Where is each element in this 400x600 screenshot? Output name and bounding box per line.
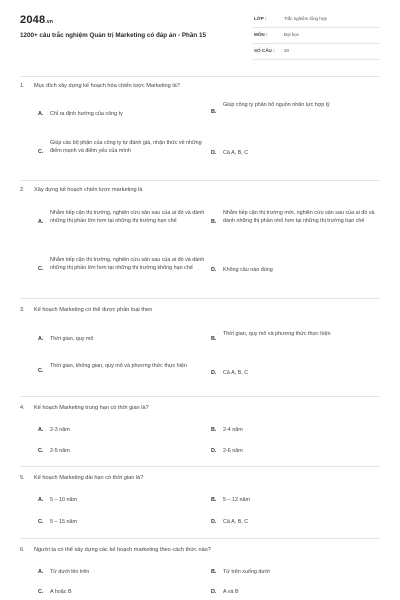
option-letter: B. xyxy=(211,219,217,225)
option-letter: B. xyxy=(211,497,217,503)
document-header xyxy=(0,0,400,68)
option-text: Thời gian, quy mô xyxy=(50,336,94,342)
question-text: Kế hoạch Marketing có thể được phân loại theo xyxy=(34,307,153,313)
divider xyxy=(20,396,380,397)
question-5 xyxy=(20,474,390,482)
meta-value: Trắc nghiệm tổng hợp xyxy=(284,16,327,21)
question-number: 2. xyxy=(20,187,25,193)
option-letter: A. xyxy=(38,336,44,342)
option-letter: B. xyxy=(211,109,217,115)
divider xyxy=(20,298,380,299)
question-number: 1. xyxy=(20,83,25,89)
option-letter: C. xyxy=(38,448,44,454)
question-number: 3. xyxy=(20,307,25,313)
site-logo[interactable] xyxy=(20,14,53,26)
question-text: Kế hoạch Marketing trung hạn có thời gian là? xyxy=(34,405,149,411)
option-letter: D. xyxy=(211,370,217,376)
meta-box xyxy=(253,13,380,61)
option-letter: C. xyxy=(38,149,44,155)
option-text: Chỉ ra định hướng của công ty xyxy=(50,111,123,117)
option-letter: A. xyxy=(38,219,44,225)
logo-suffix: .vn xyxy=(45,19,54,25)
option-text: Không câu nào đúng xyxy=(223,267,273,273)
question-2 xyxy=(20,186,390,194)
meta-row-class xyxy=(253,13,380,28)
meta-value: Đại học xyxy=(284,32,299,37)
meta-label: MÔN : xyxy=(254,32,268,37)
question-1 xyxy=(20,82,390,90)
option-letter: B. xyxy=(211,427,217,433)
option-text: Cả A, B, C xyxy=(223,150,249,156)
question-number: 6. xyxy=(20,547,25,553)
divider xyxy=(20,538,380,539)
question-6 xyxy=(20,546,390,554)
option-text: 5 – 10 năm xyxy=(50,497,77,503)
option-text: 2-3 năm xyxy=(50,427,70,433)
option-text: Từ dưới lên trên xyxy=(50,569,90,575)
divider xyxy=(20,76,380,77)
option-letter: D. xyxy=(211,267,217,273)
option-letter: C. xyxy=(38,266,44,272)
option-text: Nhằm tiếp cận thị trường, nghiên cứu sản sau của ai đó và dành những thị phần lớn hơn tại những thị trường hạn chế xyxy=(50,210,205,224)
question-number: 4. xyxy=(20,405,25,411)
option-letter: D. xyxy=(211,150,217,156)
option-letter: B. xyxy=(211,569,217,575)
option-letter: D. xyxy=(211,448,217,454)
divider xyxy=(20,180,380,181)
option-letter: C. xyxy=(38,519,44,525)
option-letter: A. xyxy=(38,497,44,503)
question-text: Kế hoạch Marketing dài hạn có thời gian là? xyxy=(34,475,144,481)
meta-row-count xyxy=(253,45,380,60)
option-letter: D. xyxy=(211,589,217,595)
option-text: Cả A, B, C xyxy=(223,370,249,376)
option-text: 5 – 12 năm xyxy=(223,497,250,503)
meta-label: SỐ CÂU : xyxy=(254,48,275,53)
option-text: Giúp các bộ phận của công ty tự đánh giá, nhận thức về những điểm mạnh và điểm yếu của mình xyxy=(50,140,202,154)
meta-value: 30 xyxy=(284,48,289,53)
option-letter: B. xyxy=(211,336,217,342)
option-letter: D. xyxy=(211,519,217,525)
option-text: A và B xyxy=(223,589,239,595)
option-letter: A. xyxy=(38,111,44,117)
option-text: 5 – 15 năm xyxy=(50,519,77,525)
option-text: Thời gian, không gian, quy mô và phương thức thực hiện xyxy=(50,363,187,369)
question-text: Người ta có thể xây dựng các kế hoạch marketing theo cách thức nào? xyxy=(34,547,211,553)
option-text: Giúp công ty phân bổ nguồn nhân lực hợp lý xyxy=(223,102,330,108)
option-text: 2-6 năm xyxy=(223,448,243,454)
option-letter: A. xyxy=(38,427,44,433)
page-title: 1200+ câu trắc nghiệm Quản trị Marketing có đáp án - Phần 15 xyxy=(20,32,206,39)
option-text: Cả A, B, C xyxy=(223,519,249,525)
option-letter: C. xyxy=(38,589,44,595)
question-4 xyxy=(20,404,390,412)
option-text: 2-5 năm xyxy=(50,448,70,454)
option-letter: C. xyxy=(38,368,44,374)
option-text: Nhằm tiếp cận thị trường, nghiên cứu sản sau của ai đó và dành những thị phần lớn hơn tại những thị trường không hạn chế xyxy=(50,257,205,271)
question-text: Mục đích xây dựng kế hoạch hóa chiến lược Marketing là? xyxy=(34,83,180,89)
option-letter: A. xyxy=(38,569,44,575)
question-number: 5. xyxy=(20,475,25,481)
meta-label: LỚP : xyxy=(254,16,267,21)
option-text: A hoặc B xyxy=(50,589,72,595)
question-text: Xây dựng kế hoạch chiến lược marketing là xyxy=(34,187,143,193)
option-text: Từ trên xuống dưới xyxy=(223,569,270,575)
option-text: Nhằm tiếp cận thị trường mới, nghiên cứu sản sau của ai đó và dành những thị phần nhỏ hơn tại những thị trường hạn chế xyxy=(223,210,375,224)
option-text: Thời gian, quy mô và phương thức thực hiện xyxy=(223,331,331,337)
option-text: 2-4 năm xyxy=(223,427,243,433)
meta-row-subject xyxy=(253,29,380,44)
logo-main: 2048 xyxy=(20,14,46,26)
divider xyxy=(20,466,380,467)
question-3 xyxy=(20,306,390,314)
